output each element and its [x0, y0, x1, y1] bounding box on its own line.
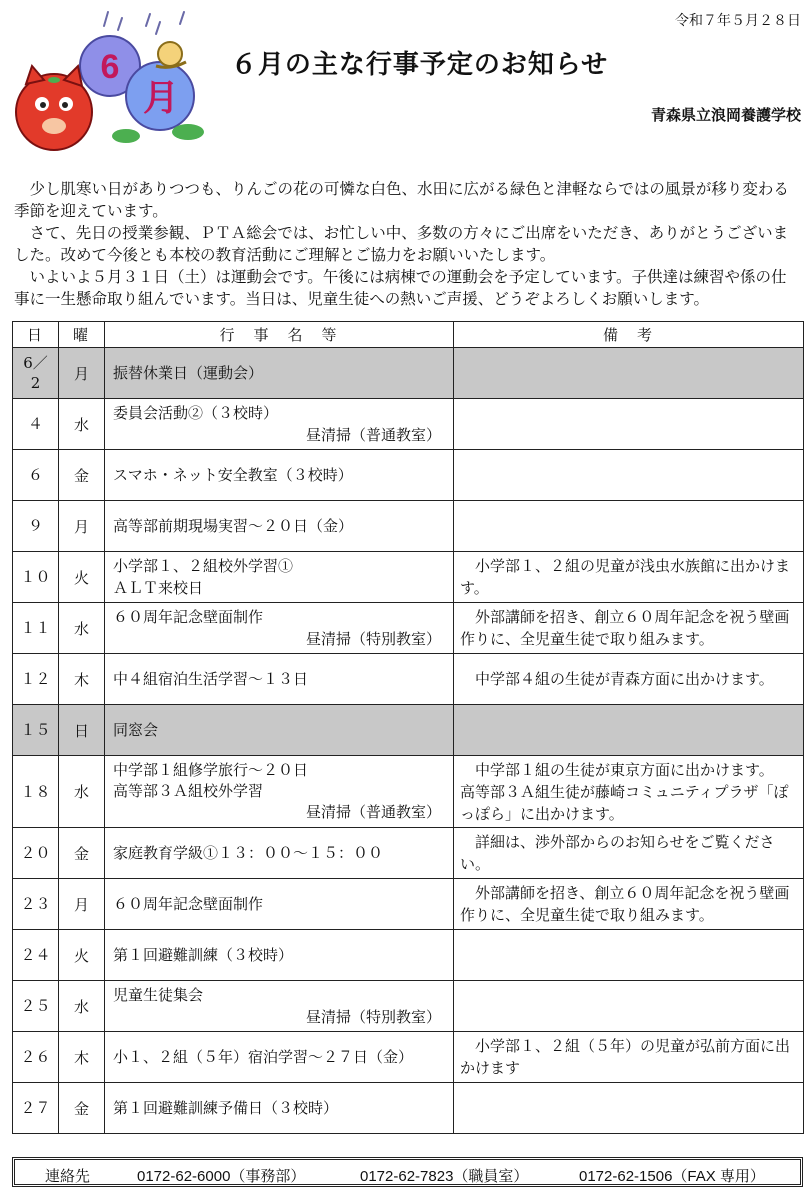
intro-paragraph: 少し肌寒い日がありつつも、りんごの花の可憐な白色、水田に広がる緑色と津軽ならではの風景が移り変わる季節を迎えています。: [14, 180, 789, 220]
schedule-header-row: [13, 322, 804, 348]
row-weekday: 水: [59, 981, 105, 1032]
intro-paragraph: いよいよ５月３１日（土）は運動会です。午後には病棟での運動会を予定しています。子供達は練習や係の仕事に一生懸命取り組んでいます。当日は、児童生徒への熱いご声援、どうぞよろしくお願いします。: [14, 268, 787, 308]
event-line: 小１、２組（５年）宿泊学習～２７日（金）: [113, 1048, 414, 1066]
schedule-row: [13, 654, 804, 705]
contact-label: 連絡先: [45, 1168, 91, 1185]
schedule-table: [12, 321, 804, 1134]
schedule-row: [13, 501, 804, 552]
row-event: [105, 1083, 454, 1134]
school-name: 青森県立浪岡養護学校: [650, 106, 801, 124]
row-note: [454, 501, 804, 552]
schedule-row: [13, 828, 804, 879]
document-date: 令和７年５月２８日: [675, 13, 801, 29]
event-line: 同窓会: [113, 721, 159, 739]
event-line: 家庭教育学級①１３：００～１５：００: [113, 844, 384, 862]
row-note: [454, 1032, 804, 1083]
row-weekday: 水: [59, 603, 105, 654]
event-line: 第１回避難訓練予備日（３校時）: [113, 1099, 339, 1117]
row-day: ２５: [13, 981, 59, 1032]
schedule-row: [13, 450, 804, 501]
note-text: 小学部１、２組の児童が浅虫水族館に出かけます。: [460, 557, 791, 597]
event-line: 中４組宿泊生活学習～１３日: [113, 670, 309, 688]
row-weekday: 月: [59, 501, 105, 552]
june-illustration: [8, 4, 208, 164]
row-weekday: 月: [59, 879, 105, 930]
row-weekday: 月: [59, 348, 105, 399]
row-event: [105, 705, 454, 756]
row-weekday: 金: [59, 450, 105, 501]
row-event: [105, 450, 454, 501]
schedule-row: [13, 399, 804, 450]
note-text: 中学部１組の生徒が東京方面に出かけます。 高等部３Ａ組生徒が藤崎コミュニティプラザ「ぽっぽら」に出かけます。: [460, 760, 789, 823]
event-line: 振替休業日（運動会）: [113, 364, 264, 382]
row-note: [454, 1083, 804, 1134]
note-text: 詳細は、渉外部からのお知らせをご覧ください。: [460, 833, 775, 873]
row-event: [105, 348, 454, 399]
event-line: 委員会活動②（３校時）: [113, 404, 279, 422]
row-event: [105, 879, 454, 930]
row-event: [105, 828, 454, 879]
row-weekday: 火: [59, 552, 105, 603]
row-day: ２７: [13, 1083, 59, 1134]
row-day: １５: [13, 705, 59, 756]
event-line: スマホ・ネット安全教室（３校時）: [113, 466, 353, 484]
row-note: [454, 603, 804, 654]
header-note: 備 考: [454, 322, 804, 348]
event-line: 高等部３Ａ組校外学習: [113, 782, 264, 800]
row-weekday: 水: [59, 399, 105, 450]
row-day: ６: [13, 450, 59, 501]
contact-staff-phone: 0172-62-7823（職員室）: [360, 1168, 529, 1185]
row-weekday: 木: [59, 1032, 105, 1083]
schedule-row: [13, 348, 804, 399]
schedule-row: [13, 930, 804, 981]
note-text: 外部講師を招き、創立６０周年記念を祝う壁画作りに、全児童生徒で取り組みます。: [460, 608, 790, 648]
schedule-row: [13, 981, 804, 1032]
event-line: 小学部１、２組校外学習①: [113, 557, 294, 575]
row-note: [454, 930, 804, 981]
event-line: 高等部前期現場実習～２０日（金）: [113, 517, 354, 535]
intro-text: [14, 178, 800, 310]
schedule-row: [13, 603, 804, 654]
schedule-row: [13, 1032, 804, 1083]
contact-box: [12, 1157, 803, 1187]
page-title: ６月の主な行事予定のお知らせ: [230, 50, 609, 80]
row-day: ２４: [13, 930, 59, 981]
row-note: [454, 981, 804, 1032]
row-event: [105, 756, 454, 828]
event-line: 児童生徒集会: [113, 986, 204, 1004]
row-note: [454, 399, 804, 450]
contact-fax: 0172-62-1506（FAX 専用）: [579, 1168, 765, 1185]
row-note: [454, 828, 804, 879]
schedule-row: [13, 552, 804, 603]
schedule-row: [13, 705, 804, 756]
row-event: [105, 603, 454, 654]
row-weekday: 金: [59, 1083, 105, 1134]
event-cleaning-note: 昼清掃（特別教室）: [305, 1008, 441, 1026]
note-text: 中学部４組の生徒が青森方面に出かけます。: [475, 670, 774, 688]
event-cleaning-note: 昼清掃（普通教室）: [305, 426, 441, 444]
row-event: [105, 930, 454, 981]
event-line: ６０周年記念壁面制作: [113, 895, 264, 913]
schedule-row: [13, 1083, 804, 1134]
note-text: 小学部１、２組（５年）の児童が弘前方面に出かけます: [460, 1037, 791, 1077]
row-event: [105, 654, 454, 705]
row-event: [105, 399, 454, 450]
event-cleaning-note: 昼清掃（特別教室）: [305, 630, 441, 648]
header-day: 日: [13, 322, 59, 348]
row-weekday: 金: [59, 828, 105, 879]
row-event: [105, 981, 454, 1032]
row-day: １２: [13, 654, 59, 705]
row-day: ２６: [13, 1032, 59, 1083]
logo-six: 6: [100, 48, 120, 86]
row-event: [105, 1032, 454, 1083]
note-text: 外部講師を招き、創立６０周年記念を祝う壁画作りに、全児童生徒で取り組みます。: [460, 884, 790, 924]
event-cleaning-note: 昼清掃（普通教室）: [305, 803, 441, 821]
row-note: [454, 879, 804, 930]
event-line: ＡＬＴ来校日: [113, 579, 204, 597]
row-day: １８: [13, 756, 59, 828]
row-day: ２０: [13, 828, 59, 879]
row-day: ４: [13, 399, 59, 450]
intro-paragraph: さて、先日の授業参観、ＰＴＡ総会では、お忙しい中、多数の方々にご出席をいただき、ありがとうございました。改めて今後とも本校の教育活動にご理解とご協力をお願いいたします。: [14, 224, 789, 264]
row-day: １０: [13, 552, 59, 603]
schedule-row: [13, 879, 804, 930]
event-line: ６０周年記念壁面制作: [113, 608, 264, 626]
row-weekday: 水: [59, 756, 105, 828]
row-note: [454, 552, 804, 603]
row-note: [454, 654, 804, 705]
row-event: [105, 501, 454, 552]
schedule-row: [13, 756, 804, 828]
header-event: 行 事 名 等: [105, 322, 454, 348]
row-note: [454, 756, 804, 828]
logo-month: 月: [142, 77, 180, 119]
event-line: 中学部１組修学旅行～２０日: [113, 761, 309, 779]
row-note: [454, 348, 804, 399]
row-day: １１: [13, 603, 59, 654]
event-line: 第１回避難訓練（３校時）: [113, 946, 294, 964]
row-note: [454, 705, 804, 756]
row-weekday: 日: [59, 705, 105, 756]
row-note: [454, 450, 804, 501]
row-weekday: 火: [59, 930, 105, 981]
row-day: 6／ 2: [13, 348, 59, 399]
row-weekday: 木: [59, 654, 105, 705]
contact-office-phone: 0172-62-6000（事務部）: [137, 1168, 306, 1185]
row-event: [105, 552, 454, 603]
row-day: ２３: [13, 879, 59, 930]
header-dow: 曜: [59, 322, 105, 348]
row-day: ９: [13, 501, 59, 552]
